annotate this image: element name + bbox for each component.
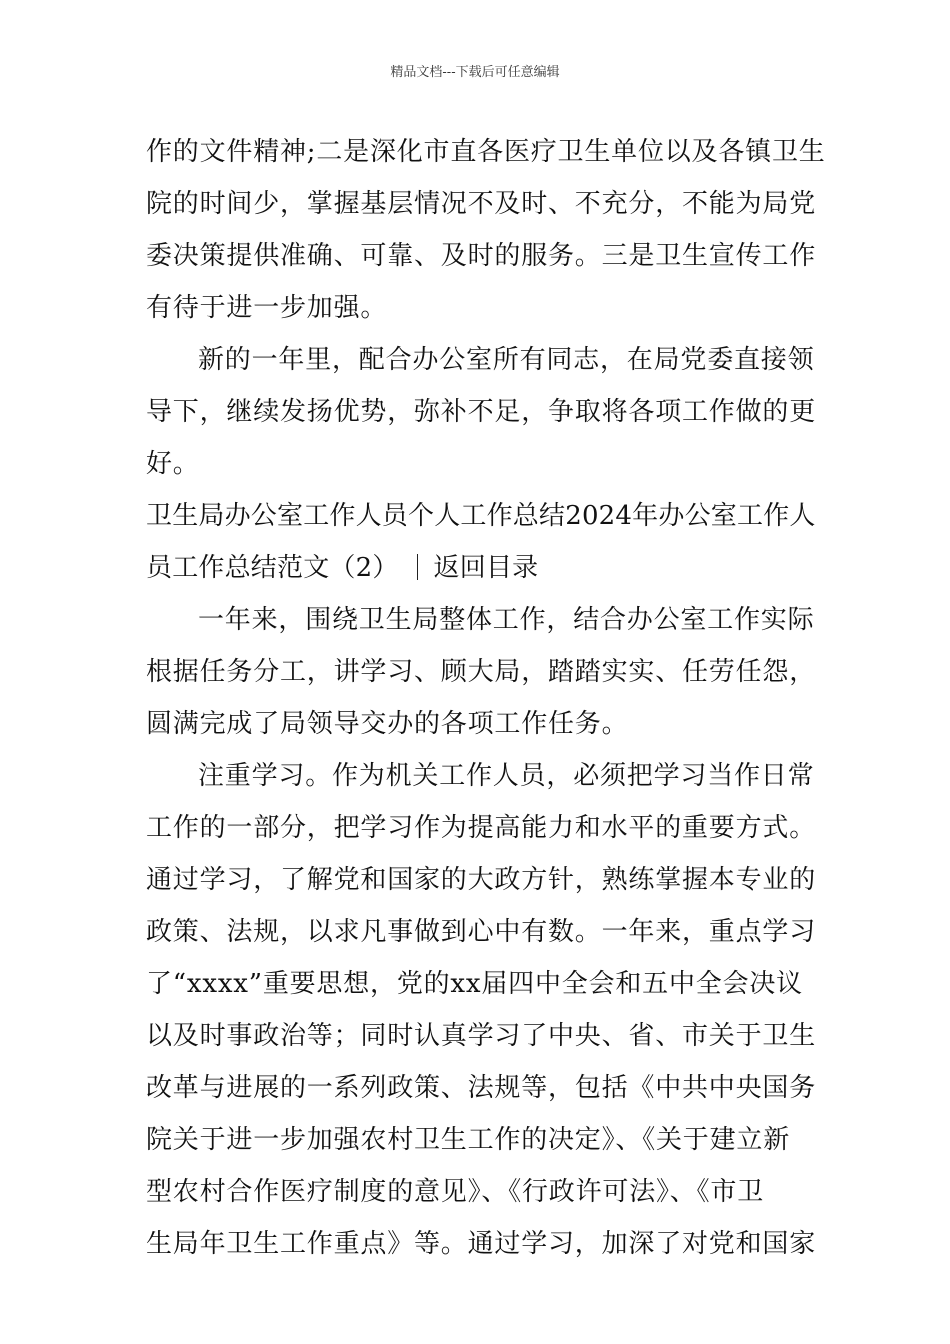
section-heading-line (146, 542, 808, 594)
text-line: 新的一年里，配合办公室所有同志，在局党委直接领 (198, 345, 815, 375)
text-line: 院的时间少，掌握基层情况不及时、不充分，不能为局党 (146, 189, 817, 219)
text-line: 了“xxxx”重要思想，党的xx届四中全会和五中全会决议 (146, 969, 803, 999)
text-line: 通过学习，了解党和国家的大政方针，熟练掌握本专业的 (146, 865, 817, 895)
text-line: 根据任务分工，讲学习、顾大局，踏踏实实、任劳任怨， (146, 657, 817, 687)
text-line: 工作的一部分，把学习作为提高能力和水平的重要方式。 (146, 813, 817, 843)
text-line: 院关于进一步加强农村卫生工作的决定》、《关于建立新 (146, 1125, 791, 1155)
heading-divider (417, 554, 418, 580)
text-line: 一年来，围绕卫生局整体工作，结合办公室工作实际 (198, 605, 815, 635)
text-line: 圆满完成了局领导交办的各项工作任务。 (146, 709, 629, 739)
text-line: 委决策提供准确、可靠、及时的服务。三是卫生宣传工作 (146, 241, 817, 271)
paragraph-new-year (146, 334, 817, 490)
page-header: 精品文档---下载后可任意编辑 (390, 65, 560, 80)
text-line: 好。 (146, 449, 200, 479)
text-line: 生局年卫生工作重点》等。通过学习，加深了对党和国家 (146, 1229, 817, 1259)
document-body (146, 126, 826, 1270)
text-line: 导下，继续发扬优势，弥补不足，争取将各项工作做的更 (146, 397, 817, 427)
paragraph-intro (146, 594, 817, 750)
text-line: 以及时事政治等；同时认真学习了中央、省、市关于卫生 (146, 1021, 817, 1051)
text-line: 注重学习。作为机关工作人员，必须把学习当作日常 (198, 761, 815, 791)
paragraph-study (146, 750, 817, 1270)
text-line: 型农村合作医疗制度的意见》、《行政许可法》、《市卫 (146, 1177, 765, 1207)
section-heading-line: 卫生局办公室工作人员个人工作总结2024年办公室工作人 (146, 501, 816, 531)
text-line: 作的文件精神;二是深化市直各医疗卫生单位以及各镇卫生 (146, 137, 826, 167)
section-heading (146, 490, 816, 594)
text-line: 有待于进一步加强。 (146, 293, 388, 323)
return-to-toc-link[interactable]: 返回目录 (433, 553, 539, 583)
paragraph-continued (146, 126, 826, 334)
section-heading-title: 员工作总结范文（2） (146, 553, 399, 583)
text-line: 政策、法规，以求凡事做到心中有数。一年来，重点学习 (146, 917, 817, 947)
text-line: 改革与进展的一系列政策、法规等，包括《中共中央国务 (146, 1073, 817, 1103)
